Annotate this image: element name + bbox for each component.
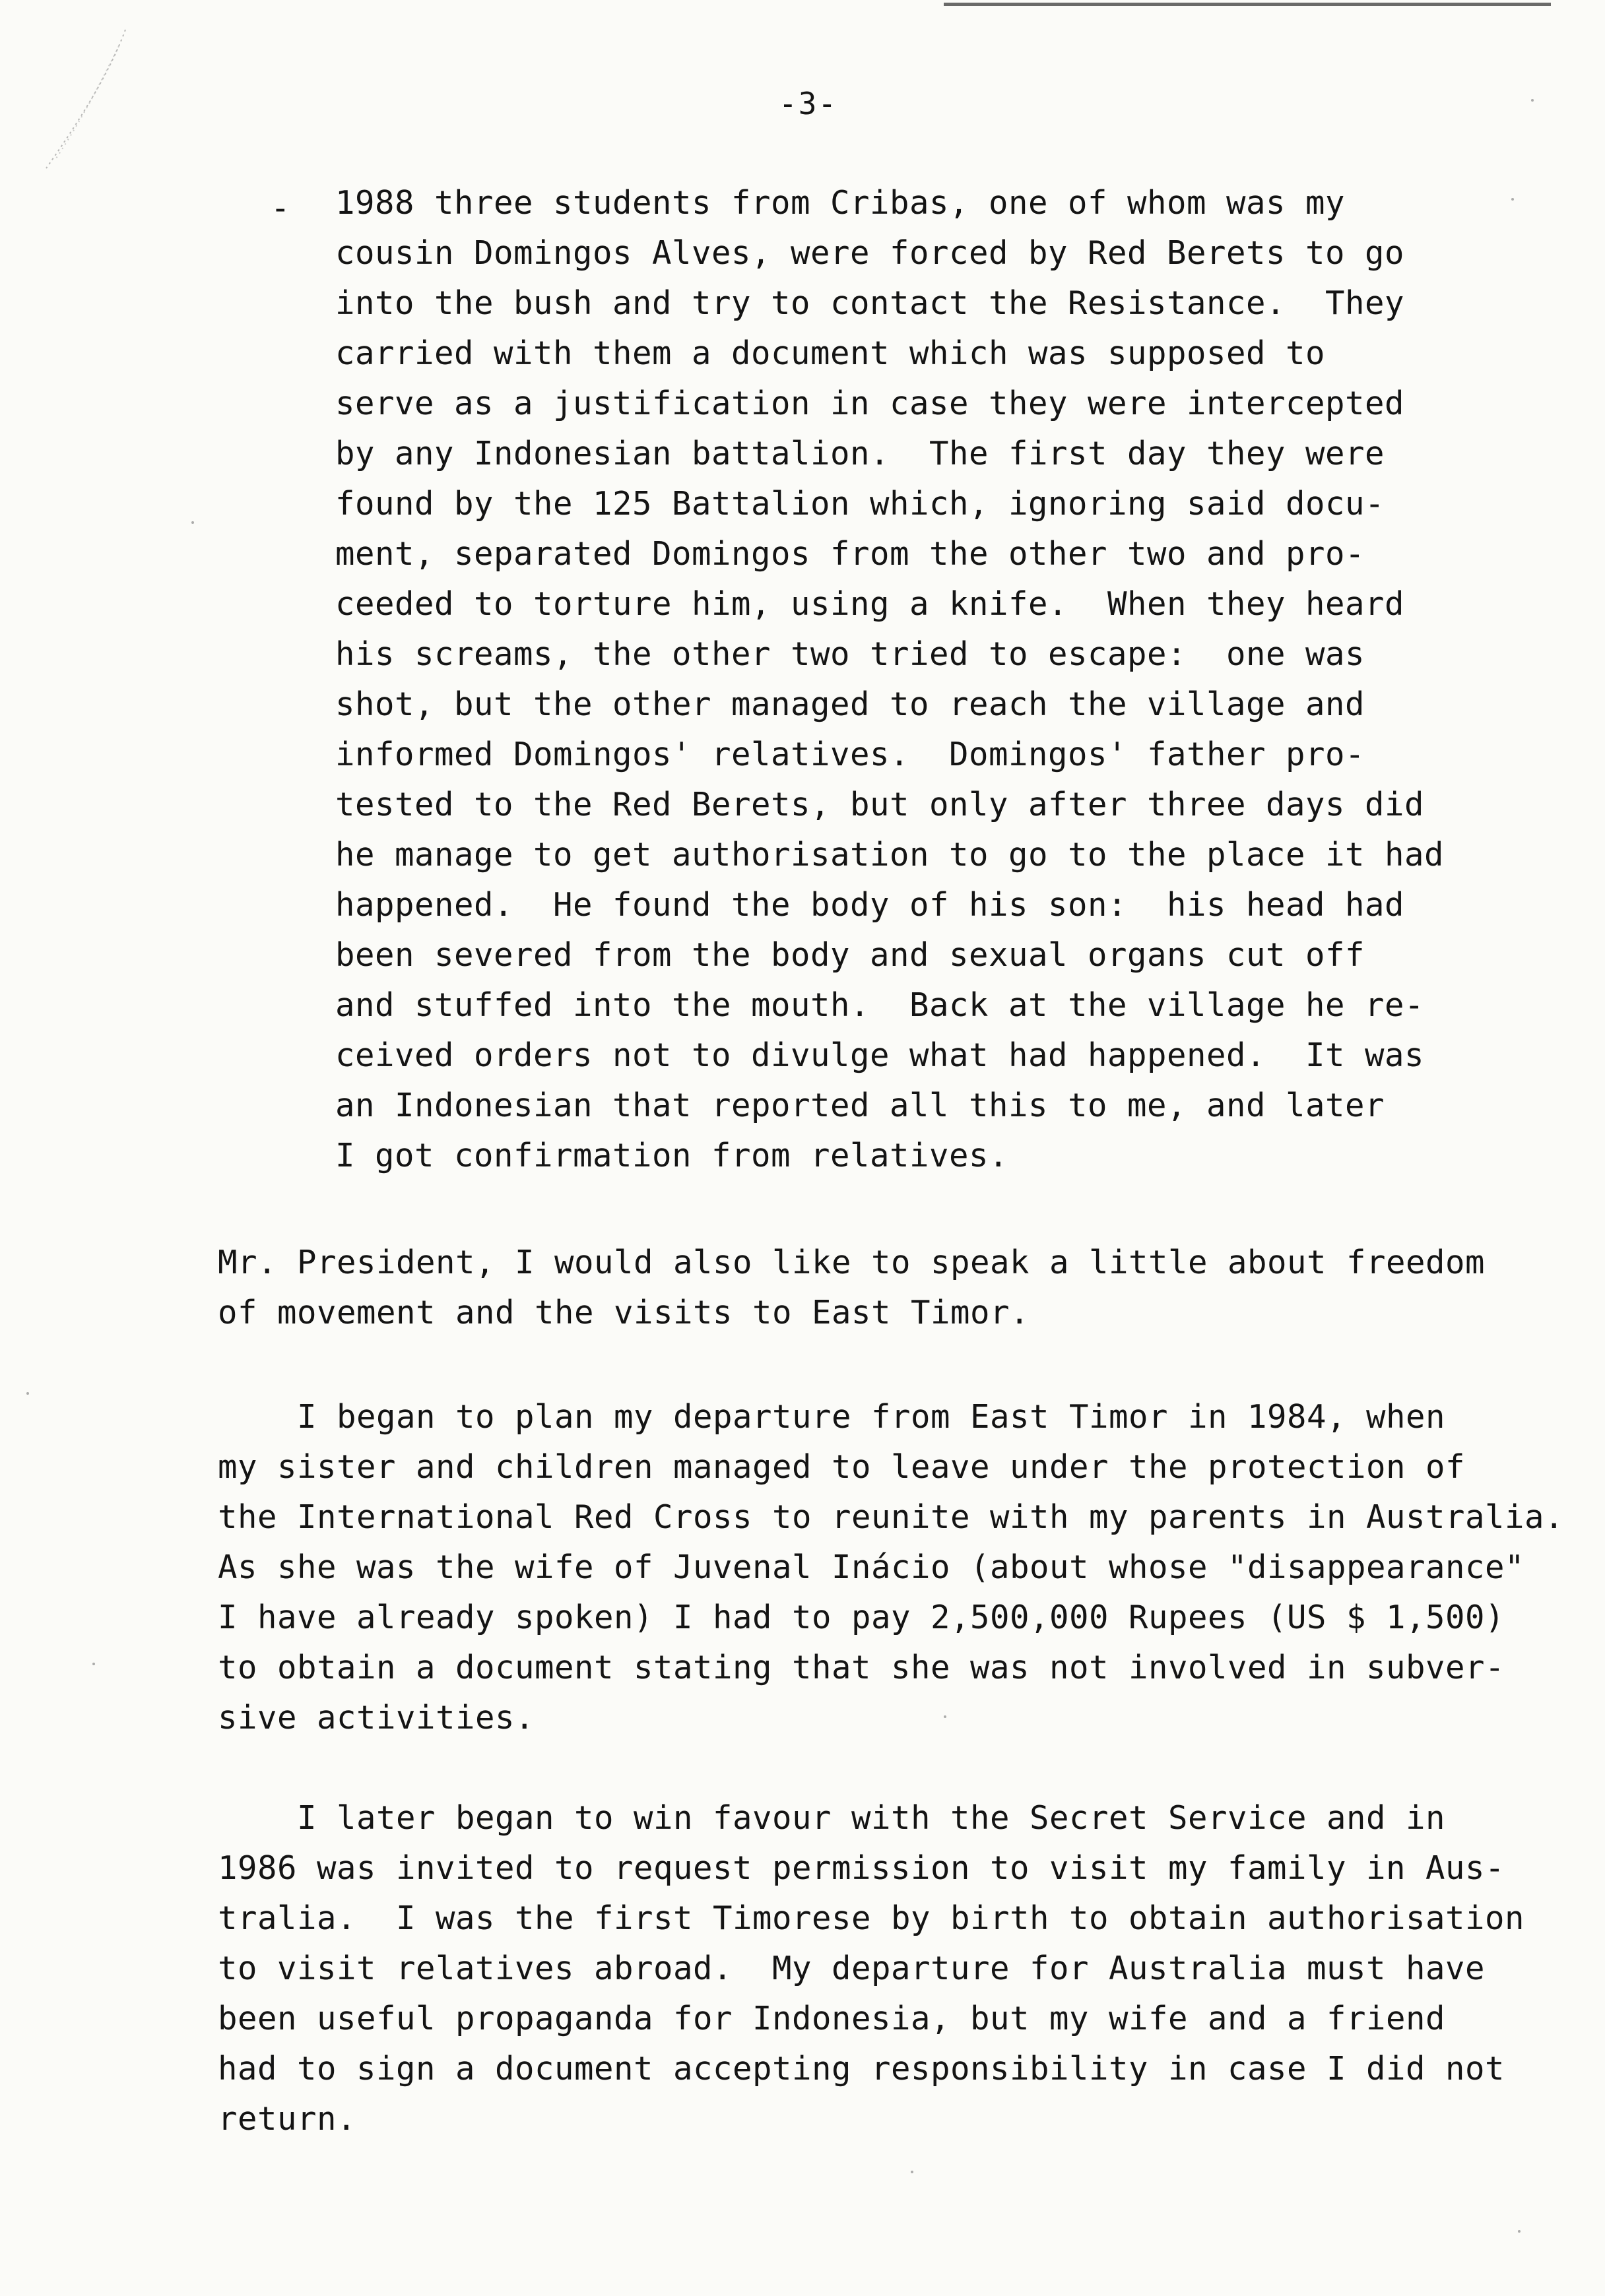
bullet-paragraph-line: I got confirmation from relatives. — [335, 1137, 1009, 1174]
scan-speck — [911, 2171, 913, 2173]
paragraph-line: had to sign a document accepting responsibility in case I did not — [218, 2050, 1505, 2088]
paragraph-line: sive activities. — [218, 1699, 535, 1737]
scan-speck — [1511, 198, 1514, 201]
bullet-paragraph-line: ment, separated Domingos from the other two and pro- — [335, 535, 1365, 573]
bullet-paragraph-line: his screams, the other two tried to escape: one was — [335, 635, 1365, 673]
bullet-paragraph-line: ceeded to torture him, using a knife. When they heard — [335, 585, 1405, 623]
bullet-paragraph-line: into the bush and try to contact the Resistance. They — [335, 284, 1405, 322]
scan-edge-line — [944, 3, 1551, 6]
bullet-paragraph-line: found by the 125 Battalion which, ignoring said docu- — [335, 485, 1385, 523]
bullet-paragraph-line: been severed from the body and sexual organs cut off — [335, 936, 1365, 974]
paragraph-line: return. — [218, 2100, 357, 2138]
bullet-paragraph-line: shot, but the other managed to reach the village and — [335, 686, 1365, 723]
bullet-paragraph-line: carried with them a document which was supposed to — [335, 335, 1326, 372]
scan-speck — [944, 1715, 946, 1718]
bullet-paragraph-line: cousin Domingos Alves, were forced by Red Berets to go — [335, 234, 1405, 272]
paragraph-line: As she was the wife of Juvenal Inácio (about whose "disappearance" — [218, 1548, 1525, 1586]
paragraph-line: I later began to win favour with the Secret Service and in — [218, 1799, 1446, 1837]
scan-artifact-marks — [20, 26, 132, 178]
bullet-marker: - — [271, 189, 290, 227]
scan-speck — [92, 1663, 95, 1665]
scan-speck — [1518, 2230, 1521, 2233]
bullet-paragraph-line: 1988 three students from Cribas, one of whom was my — [335, 184, 1346, 222]
bullet-paragraph-line: happened. He found the body of his son: his head had — [335, 886, 1405, 924]
bullet-paragraph-line: ceived orders not to divulge what had happened. It was — [335, 1036, 1425, 1074]
paragraph-line: I began to plan my departure from East Timor in 1984, when — [218, 1398, 1446, 1436]
scan-speck — [26, 1392, 29, 1395]
paragraph-line: been useful propaganda for Indonesia, but my wife and a friend — [218, 2000, 1446, 2037]
bullet-paragraph-line: he manage to get authorisation to go to the place it had — [335, 836, 1445, 874]
page-number: -3- — [779, 86, 838, 121]
bullet-paragraph-line: informed Domingos' relatives. Domingos' father pro- — [335, 736, 1365, 773]
bullet-paragraph-line: an Indonesian that reported all this to me, and later — [335, 1087, 1385, 1124]
paragraph-line: my sister and children managed to leave under the protection of — [218, 1448, 1466, 1486]
bullet-paragraph-line: and stuffed into the mouth. Back at the village he re- — [335, 986, 1425, 1024]
scan-speck — [191, 521, 194, 524]
bullet-paragraph-line: serve as a justification in case they were intercepted — [335, 385, 1405, 422]
bullet-paragraph-line: by any Indonesian battalion. The first day they were — [335, 435, 1385, 472]
scan-speck — [1531, 99, 1534, 102]
paragraph-line: tralia. I was the first Timorese by birth to obtain authorisation — [218, 1899, 1525, 1937]
paragraph-line: to obtain a document stating that she was not involved in subver- — [218, 1649, 1505, 1686]
paragraph-line: to visit relatives abroad. My departure for Australia must have — [218, 1950, 1486, 1987]
paragraph-line: Mr. President, I would also like to speak a little about freedom — [218, 1244, 1486, 1281]
paragraph-line: 1986 was invited to request permission to visit my family in Aus- — [218, 1849, 1505, 1887]
paragraph-line: the International Red Cross to reunite with my parents in Australia. — [218, 1498, 1565, 1536]
paragraph-line: I have already spoken) I had to pay 2,500,000 Rupees (US $ 1,500) — [218, 1599, 1505, 1636]
bullet-paragraph-line: tested to the Red Berets, but only after three days did — [335, 786, 1425, 823]
paragraph-line: of movement and the visits to East Timor. — [218, 1294, 1030, 1331]
